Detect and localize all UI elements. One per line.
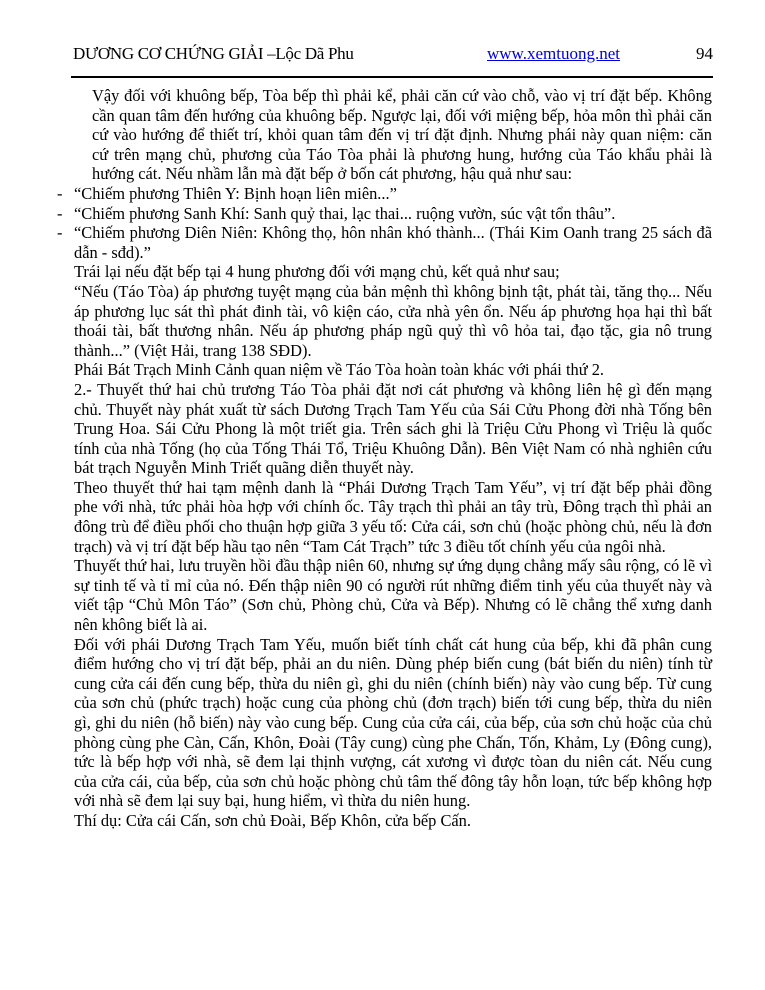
bullet-dash: -	[57, 203, 63, 223]
paragraph: Thuyết thứ hai, lưu truyền hồi đầu thập niên 60, nhưng sự ứng dụng chẳng mấy sâu rộng, có lẽ vì sự tinh tế và tỉ mỉ của nó. Đến thập niên 90 có người rút những điểm tinh yếu của thuyết này và viết tập “Chủ Môn Táo” (Sơn chủ, Phòng chủ, Cửa và Bếp). Nhưng có lẽ chẳng thể xưng danh nên không biết là ai.	[74, 556, 712, 635]
paragraph: 2.- Thuyết thứ hai chủ trương Táo Tòa phải đặt nơi cát phương và không liên hệ gì đến mạng chủ. Thuyết này phát xuất từ sách Dương Trạch Tam Yếu của Sái Cửu Phong đời nhà Tống bên Trung Hoa. Sái Cửu Phong là một triết gia. Trên sách ghi là Triệu Cửu Phong vì Triệu là quốc tính của nhà Tống (họ của Tống Thái Tổ, Triệu Khuông Dẫn). Bên Việt Nam có nhà nghiên cứu bát trạch Nguyễn Minh Triết quãng diễn thuyết này.	[74, 379, 712, 478]
header-divider	[71, 76, 713, 78]
page-header	[73, 44, 713, 64]
book-title: DƯƠNG CƠ CHỨNG GIẢI –Lộc Dã Phu	[73, 44, 354, 63]
paragraph: “Nếu (Táo Tòa) áp phương tuyệt mạng của bản mệnh thì không bịnh tật, phát tài, tăng thọ... Nếu áp phương lục sát thì phát đinh tài, vô kiện cáo, cửa nhà yên ổn. Nếu áp phương họa hại thì bất thoái tài, bất thương nhân. Nếu áp phương pháp ngũ quỷ thì vô hỏa tai, đạo tặc, gia nô trung thành...” (Việt Hải, trang 138 SĐD).	[74, 281, 712, 360]
paragraph: Vậy đối với khuông bếp, Tòa bếp thì phải kể, phải căn cứ vào chỗ, vào vị trí đặt bếp. Không cần quan tâm đến hướng của khuông bếp. Ngược lại, đối với miệng bếp, hỏa môn thì phải căn cứ vào hướng để thiết trí, khỏi quan tâm đến vị trí đặt định. Nhưng phái này quan niệm: căn cứ trên mạng chủ, phương của Táo Tòa phải là phương hung, hướng của Táo khẩu phải là hướng cát. Nếu nhầm lẫn mà đặt bếp ở bốn cát phương, hậu quả như sau:	[92, 86, 712, 184]
paragraph: Thí dụ: Cửa cái Cấn, sơn chủ Đoài, Bếp Khôn, cửa bếp Cấn.	[74, 810, 471, 830]
paragraph: Theo thuyết thứ hai tạm mệnh danh là “Phái Dương Trạch Tam Yếu”, vị trí đặt bếp phải đồng phe với nhà, tức phải hòa hợp với chính ốc. Tây trạch thì phải an tây trù, Đông trạch thì phải an đông trù để điều phối cho thuận hợp giữa 3 yếu tố: Cửa cái, sơn chủ (hoặc phòng chủ, nếu là đơn trạch) và vị trí đặt bếp hầu tạo nên “Tam Cát Trạch” tức 3 điều tốt chính yếu của ngôi nhà.	[74, 477, 712, 556]
list-item	[57, 203, 712, 224]
list-item	[57, 183, 712, 204]
list-item	[57, 223, 712, 262]
bullet-text: “Chiếm phương Diên Niên: Không thọ, hôn nhân khó thành... (Thái Kim Oanh trang 25 sách đã dẫn - sđd).”	[74, 223, 712, 262]
bullet-dash: -	[57, 223, 63, 243]
paragraph: Phái Bát Trạch Minh Cảnh quan niệm về Táo Tòa hoàn toàn khác với phái thứ 2.	[74, 360, 604, 380]
page-content	[57, 86, 712, 831]
page-number: 94	[696, 44, 713, 63]
bullet-dash: -	[57, 183, 63, 203]
paragraph: Đối với phái Dương Trạch Tam Yếu, muốn biết tính chất cát hung của bếp, khi đã phân cung điểm hướng cho vị trí đặt bếp, phải an du niên. Dùng phép biến cung (bát biến du niên) tính từ cung cửa cái đến cung bếp, thừa du niên gì, ghi du niên (chính biến) này vào cung bếp. Từ cung của sơn chủ (phức trạch) hoặc cung của phòng chủ (đơn trạch) biến tới cung bếp, thừa du niên gì, ghi du niên (hỗ biến) này vào cung bếp. Cung của cửa cái, của bếp, của sơn chủ hoặc của chủ phòng cùng phe Càn, Cấn, Khôn, Đoài (Tây cung) cùng phe Chấn, Tốn, Khảm, Ly (Đông cung), tức là bếp hợp với nhà, sẽ đem lại thịnh vượng, cát xương vì được tòan du niên cát. Nếu cung của cửa cái, của bếp, của sơn chủ hoặc phòng chủ tâm thế đông tây hỗn loạn, tức bếp không hợp với nhà sẽ đem lại suy bại, hung hiểm, vì thừa du niên hung.	[74, 634, 712, 811]
bullet-text: “Chiếm phương Sanh Khí: Sanh quỷ thai, lạc thai... ruộng vườn, súc vật tổn thâu”.	[74, 203, 616, 223]
paragraph: Trái lại nếu đặt bếp tại 4 hung phương đối với mạng chủ, kết quả như sau;	[74, 262, 560, 282]
bullet-text: “Chiếm phương Thiên Y: Bịnh hoạn liên miên...”	[74, 183, 397, 203]
website-link[interactable]: www.xemtuong.net	[487, 44, 620, 63]
